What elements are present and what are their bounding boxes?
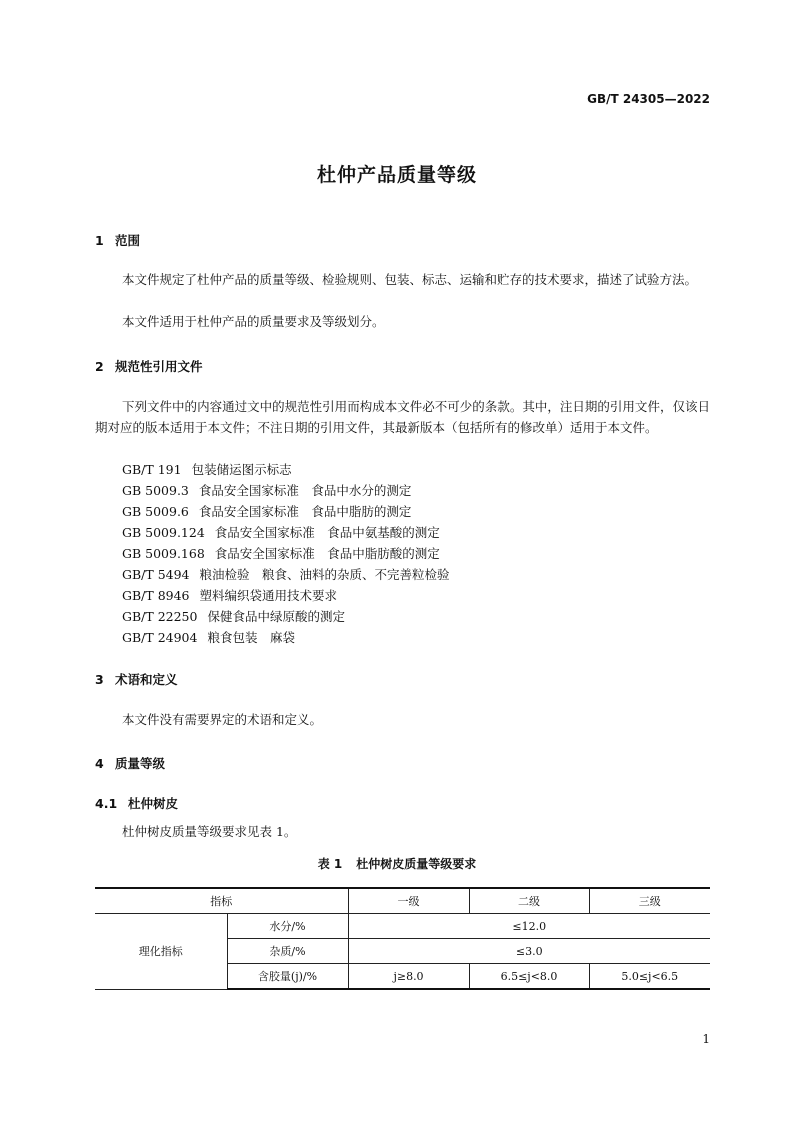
standard-number: GB/T 24305—2022 [587,92,710,106]
reference-item [122,481,411,499]
table-row [95,914,710,939]
header-indicator: 指标 [95,888,348,914]
header-grade-3: 三级 [589,888,710,914]
section-4-heading [95,754,165,772]
reference-item [122,502,411,520]
section-2-heading [95,357,203,375]
reference-name: 粮食包装 麻袋 [207,630,295,645]
value-gum-grade-3: 5.0≤j<6.5 [589,964,710,990]
row-label-impurity: 杂质/% [227,939,348,964]
section-number: 4 [95,756,104,771]
subsection-title: 杜仲树皮 [128,796,179,811]
reference-name: 食品安全国家标准 食品中脂肪的测定 [198,504,412,519]
reference-item [122,523,440,541]
section-3-heading [95,670,178,688]
reference-code: GB/T 8946 [122,588,190,603]
reference-name: 包装储运图示标志 [191,462,292,477]
reference-name: 食品安全国家标准 食品中水分的测定 [198,483,412,498]
reference-item [122,586,337,604]
section-title: 规范性引用文件 [115,359,203,374]
value-moisture: ≤12.0 [348,914,710,939]
value-gum-grade-2: 6.5≤j<8.0 [469,964,589,990]
row-label-moisture: 水分/% [227,914,348,939]
section-3-paragraph: 本文件没有需要界定的术语和定义。 [122,712,323,727]
reference-code: GB 5009.124 [122,525,205,540]
reference-name: 保健食品中绿原酸的测定 [207,609,345,624]
section-1-paragraph-2: 本文件适用于杜仲产品的质量要求及等级划分。 [122,314,385,329]
section-1-heading [95,231,140,249]
reference-code: GB 5009.168 [122,546,205,561]
reference-name: 食品安全国家标准 食品中氨基酸的测定 [214,525,440,540]
reference-name: 粮油检验 粮食、油料的杂质、不完善粒检验 [199,567,450,582]
table-caption [0,855,794,872]
reference-code: GB 5009.3 [122,483,189,498]
table-number: 表 1 [317,857,343,871]
section-1-paragraph-1: 本文件规定了杜仲产品的质量等级、检验规则、包装、标志、运输和贮存的技术要求，描述了试验方法。 [122,272,698,287]
reference-code: GB/T 22250 [122,609,198,624]
reference-item [122,628,295,646]
section-number: 1 [95,233,104,248]
reference-item [122,460,292,478]
subsection-number: 4.1 [95,796,118,811]
header-grade-1: 一级 [348,888,469,914]
table-title: 杜仲树皮质量等级要求 [356,857,477,871]
reference-code: GB/T 191 [122,462,182,477]
reference-item [122,607,345,625]
value-gum-grade-1: j≥8.0 [348,964,469,990]
reference-name: 塑料编织袋通用技术要求 [199,588,338,603]
document-title: 杜仲产品质量等级 [316,164,477,186]
value-impurity: ≤3.0 [348,939,710,964]
header-grade-2: 二级 [469,888,589,914]
section-number: 3 [95,672,104,687]
row-label-gum-content: 含胶量(j)/% [227,964,348,990]
section-title: 范围 [115,233,141,248]
reference-item [122,565,450,583]
reference-code: GB/T 5494 [122,567,190,582]
section-2-intro: 下列文件中的内容通过文中的规范性引用而构成本文件必不可少的条款。其中，注日期的引用文件，仅该日期对应的版本适用于本文件；不注日期的引用文件，其最新版本（包括所有的修改单）适用于本文件。 [95,399,710,435]
quality-grade-table [95,887,710,990]
table-header-row [95,888,710,914]
section-title: 质量等级 [115,756,166,771]
page-number: 1 [702,1032,710,1046]
section-number: 2 [95,359,104,374]
reference-name: 食品安全国家标准 食品中脂肪酸的测定 [214,546,440,561]
group-label-cell: 理化指标 [95,914,227,990]
subsection-4-1-paragraph: 杜仲树皮质量等级要求见表 1。 [122,824,297,839]
reference-code: GB/T 24904 [122,630,198,645]
reference-code: GB 5009.6 [122,504,189,519]
reference-item [122,544,440,562]
section-title: 术语和定义 [115,672,178,687]
subsection-4-1-heading [95,794,178,812]
